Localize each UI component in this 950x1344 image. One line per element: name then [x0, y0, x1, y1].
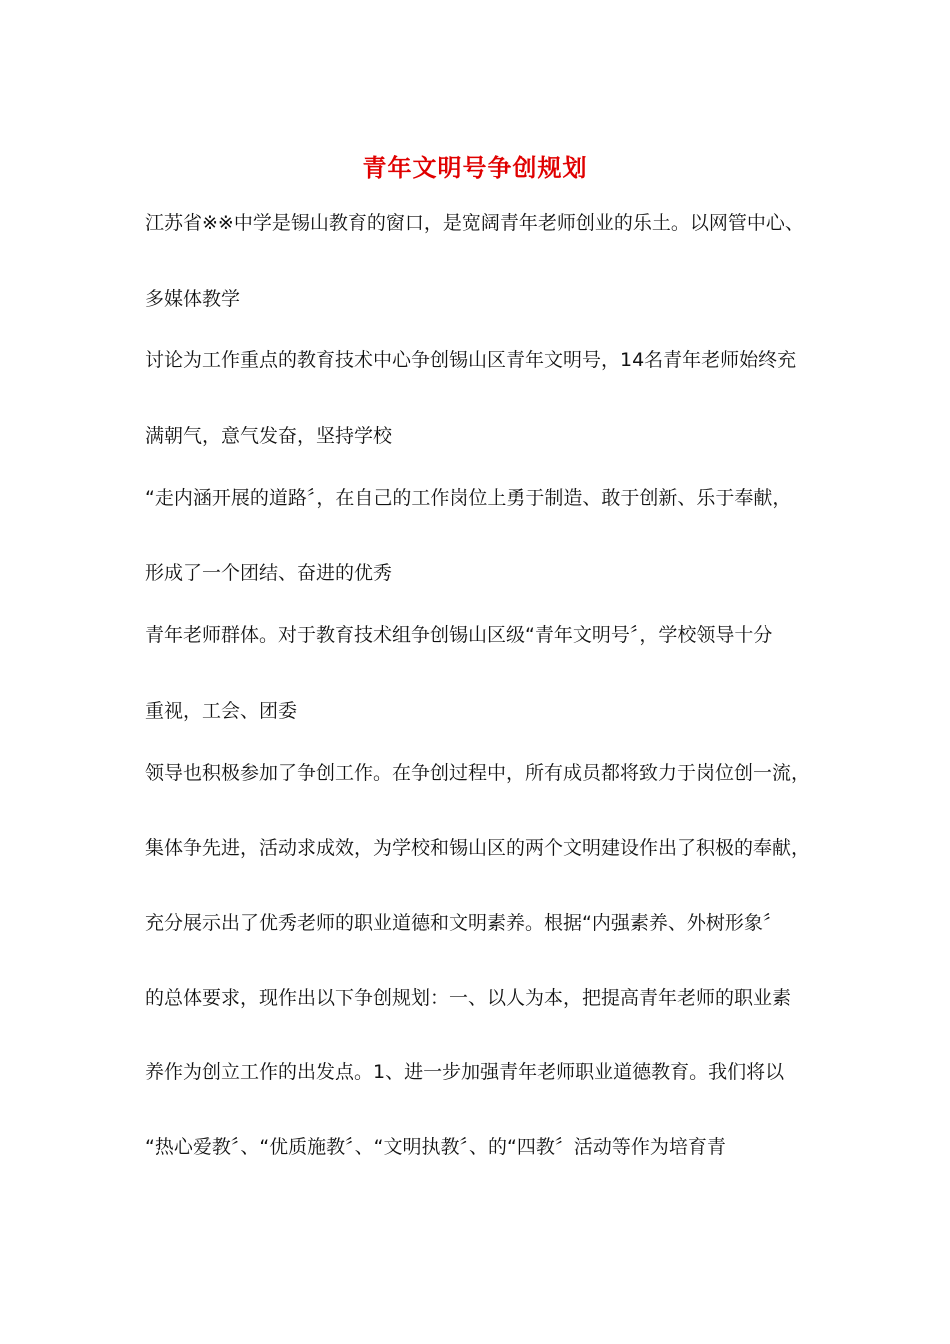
body-line: “走内涵开展的道路〞，在自己的工作岗位上勇于制造、敢于创新、乐于奉献， [145, 487, 792, 509]
body-line: 形成了一个团结、奋进的优秀 [145, 562, 393, 584]
body-line: 重视，工会、团委 [145, 700, 298, 722]
body-line: 集体争先进，活动求成效，为学校和锡山区的两个文明建设作出了积极的奉献， [145, 837, 811, 859]
body-line: 讨论为工作重点的教育技术中心争创锡山区青年文明号，14名青年老师始终充 [145, 349, 797, 371]
document-title: 青年文明号争创规划 [362, 154, 588, 182]
body-line: “热心爱教〞、“优质施教〞、“文明执教〞、的“四教〞活动等作为培育青 [145, 1136, 726, 1158]
body-line: 满朝气，意气发奋，坚持学校 [145, 425, 393, 447]
body-line: 养作为创立工作的出发点。1、进一步加强青年老师职业道德教育。我们将以 [145, 1061, 785, 1083]
body-line: 领导也积极参加了争创工作。在争创过程中，所有成员都将致力于岗位创一流， [145, 762, 811, 784]
body-line: 青年老师群体。对于教育技术组争创锡山区级“青年文明号〞，学校领导十分 [145, 624, 773, 646]
body-line: 多媒体教学 [145, 288, 241, 310]
body-line: 充分展示出了优秀老师的职业道德和文明素养。根据“内强素养、外树形象〞 [145, 912, 782, 934]
body-line: 江苏省※※中学是锡山教育的窗口，是宽阔青年老师创业的乐土。以网管中心、 [145, 212, 804, 234]
body-line: 的总体要求，现作出以下争创规划：一、以人为本，把提高青年老师的职业素 [145, 987, 792, 1009]
